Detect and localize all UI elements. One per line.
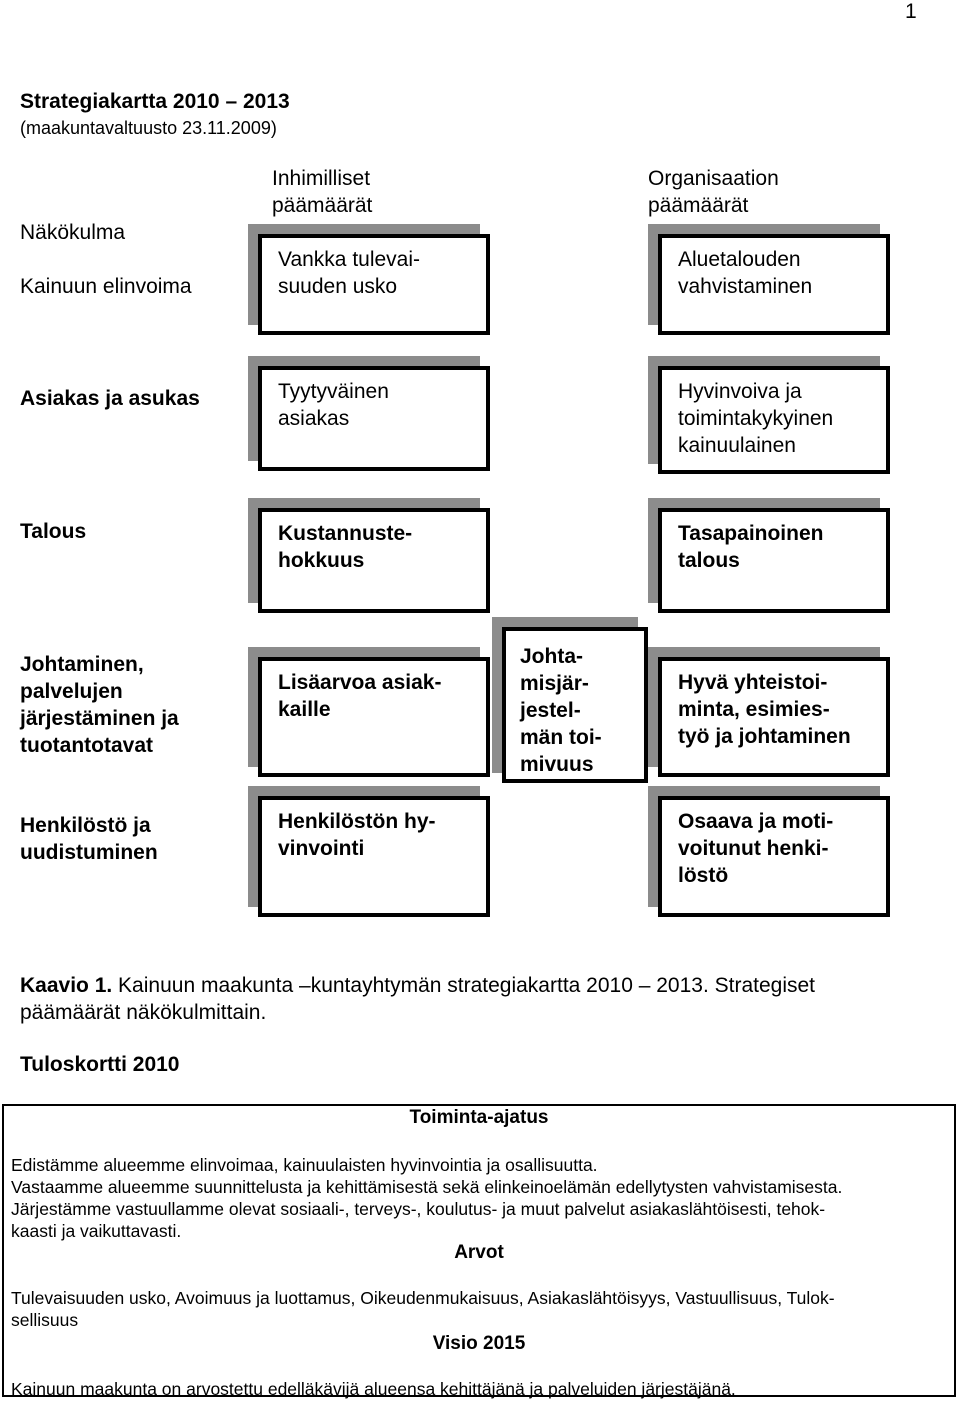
row-label-talous: Talous — [20, 520, 87, 543]
page-number: 1 — [905, 0, 917, 23]
row-label-johtaminen: Johtaminen, palvelujen järjestäminen ja tuotantotavat — [20, 653, 179, 757]
mission-line-3: Järjestämme vastuullamme olevat sosiaali-, terveys-, koulutus- ja muut palvelut asiakaslähtöisesti, tehok- kaasti ja vaikuttavasti. — [11, 1199, 826, 1241]
page-subtitle: (maakuntavaltuusto 23.11.2009) — [20, 118, 277, 138]
vision-text: Kainuun maakunta on arvostettu edelläkävijä alueensa kehittäjänä ja palveluiden järjestäjänä. — [11, 1379, 736, 1399]
goal-box-hyva: Hyvä yhteistoi- minta, esimies- työ ja johtaminen — [658, 657, 890, 777]
mission-heading: Toiminta-ajatus — [409, 1107, 549, 1128]
goal-box-vankka: Vankka tulevai- suuden usko — [258, 234, 490, 335]
caption-text: Kainuun maakunta –kuntayhtymän strategiakartta 2010 – 2013. Strategiset päämäärät näkökulmittain. — [20, 974, 816, 1024]
values-heading: Arvot — [454, 1242, 504, 1263]
caption-label: Kaavio 1. — [20, 974, 113, 997]
figure-caption — [20, 972, 920, 1026]
vision-label: Kainuun elinvoima — [20, 275, 192, 298]
goal-box-kustannus: Kustannuste- hokkuus — [258, 508, 490, 613]
goal-box-osaava: Osaava ja moti- voitunut henki- löstö — [658, 796, 890, 917]
values-text: Tulevaisuuden usko, Avoimuus ja luottamus, Oikeudenmukaisuus, Asiakaslähtöisyys, Vastuullisuus, Tulok- sellisuus — [11, 1288, 835, 1330]
goal-box-johtamisjarjestelma: Johta- misjär- jestel- män toi- mivuus — [502, 627, 648, 783]
goal-box-lisaarvo: Lisäarvoa asiak- kaille — [258, 657, 490, 777]
mission-line-2: Vastaamme alueemme suunnittelusta ja kehittämisestä sekä elinkeinoelämän edellytysten vahvistamisesta. — [11, 1177, 843, 1197]
page-title: Strategiakartta 2010 – 2013 — [20, 90, 290, 113]
goal-box-tyytyvainen: Tyytyväinen asiakas — [258, 366, 490, 471]
human-goals-heading: Inhimilliset päämäärät — [272, 167, 373, 217]
goal-box-hyvinvoiva: Hyvinvoiva ja toimintakykyinen kainuulainen — [658, 366, 890, 474]
vision-heading: Visio 2015 — [432, 1333, 526, 1354]
row-label-asiakas: Asiakas ja asukas — [20, 387, 200, 410]
mission-line-1: Edistämme alueemme elinvoimaa, kainuulaisten hyvinvointia ja osallisuutta. — [11, 1155, 598, 1175]
scorecard-title: Tuloskortti 2010 — [20, 1053, 180, 1076]
row-label-henkilosto: Henkilöstö ja uudistuminen — [20, 814, 158, 864]
goal-box-tasapainoinen: Tasapainoinen talous — [658, 508, 890, 613]
goal-box-aluetalous: Aluetalouden vahvistaminen — [658, 234, 890, 335]
org-goals-heading: Organisaation päämäärät — [648, 167, 779, 217]
viewpoint-label: Näkökulma — [20, 221, 126, 244]
goal-box-henkilostonhyv: Henkilöstön hy- vinvointi — [258, 796, 490, 917]
